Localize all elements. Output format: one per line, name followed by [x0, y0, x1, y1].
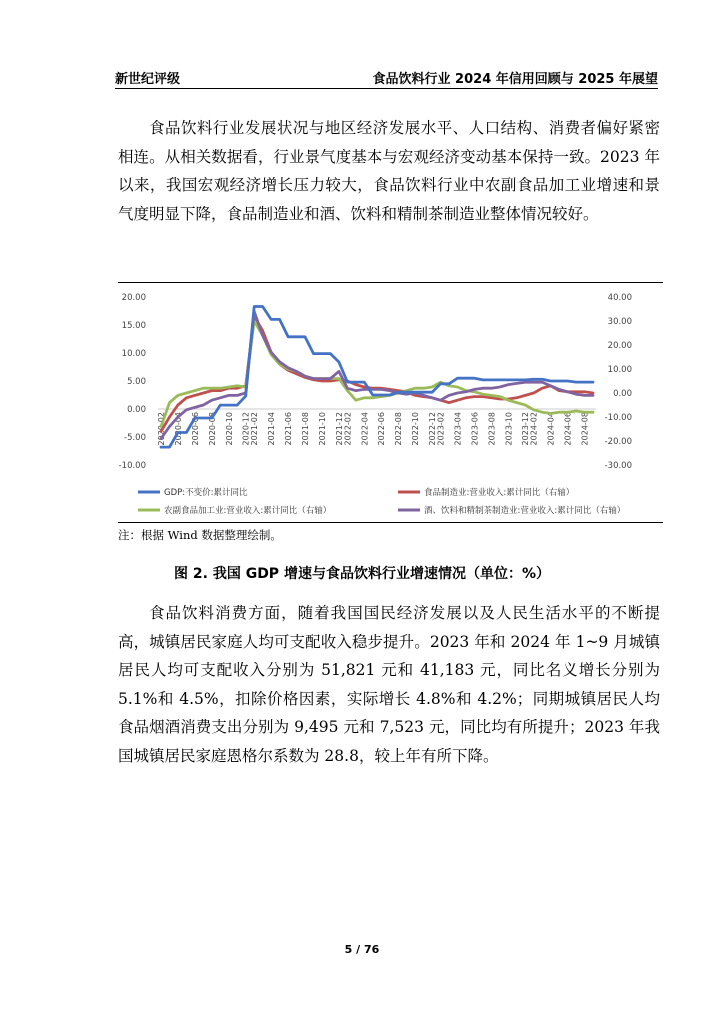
- right-axis-tick-label: 40.00: [607, 293, 632, 303]
- left-axis-tick-label: 20.00: [121, 293, 146, 303]
- header-org: 新世纪评级: [115, 72, 181, 87]
- right-axis-tick-label: -10.00: [604, 413, 632, 423]
- x-axis-tick-label: 2023-08: [487, 412, 497, 446]
- series-line-2: [161, 321, 593, 427]
- paragraph-industry-overview: 食品饮料行业发展状况与地区经济发展水平、人口结构、消费者偏好紧密相连。从相关数据看，行业景气度基本与宏观经济变动基本保持一致。2023 年以来，我国宏观经济增长压力较大，食品饮料行业中农副食品加工业增速和景气度明显下降，食品制造业和酒、饮料和精制茶制造业整体情况较好。: [118, 119, 660, 223]
- right-axis-tick-label: 10.00: [607, 365, 632, 375]
- left-axis-tick-label: 10.00: [121, 349, 146, 359]
- x-axis-tick-label: 2022-04: [360, 412, 370, 446]
- x-axis-tick-label: 2024-08: [580, 412, 590, 446]
- right-axis-tick-label: -20.00: [604, 437, 632, 447]
- x-axis-tick-label: 2023-12: [521, 412, 531, 446]
- x-axis-tick-label: 2022-12: [428, 412, 438, 446]
- x-axis-tick-label: 2023-06: [470, 412, 480, 446]
- x-axis-tick-label: 2021-08: [301, 412, 310, 446]
- figure-source-note: 注：根据 Wind 数据整理绘制。: [118, 528, 282, 542]
- x-axis-tick-label: 2024-02: [529, 412, 539, 446]
- x-axis-tick-label: 2023-02: [436, 412, 446, 446]
- right-axis-tick-label: 0.00: [613, 389, 632, 399]
- x-axis-tick-label: 2022-08: [394, 412, 404, 446]
- paragraph-consumption: 食品饮料消费方面，随着我国国民经济发展以及人民生活水平的不断提高，城镇居民家庭人均可支配收入稳步提升。2023 年和 2024 年 1~9 月城镇居民人均可支配收入分别为 51,821 元和 41,183 元，同比名义增长分别为 5.1%和 4.5%，扣除价格因素，实际增长 4.8%和 4.2%；同期城镇居民人均食品烟酒消费支出分别为 9,495 元和 7,523 元，同比均有所提升；2023 年我国城镇居民家庭恩格尔系数为 28.8，较上年有所下降。: [118, 604, 660, 765]
- x-axis-tick-label: 2021-10: [317, 412, 327, 446]
- left-axis-tick-label: 5.00: [127, 377, 146, 387]
- x-axis-tick-label: 2021-04: [267, 412, 277, 446]
- legend-label: GDP:不变价:累计同比: [164, 488, 248, 498]
- x-axis-tick-label: 2023-04: [453, 412, 463, 446]
- x-axis-tick-label: 2023-10: [504, 412, 514, 446]
- x-axis-tick-label: 2020-06: [190, 412, 200, 446]
- left-axis-tick-label: -5.00: [124, 433, 146, 443]
- left-axis-tick-label: -10.00: [118, 461, 146, 471]
- right-axis-tick-label: 20.00: [607, 341, 632, 351]
- legend-label: 酒、饮料和精制茶制造业:营业收入:累计同比（右轴）: [424, 506, 626, 516]
- figure-caption: 图 2. 我国 GDP 增速与食品饮料行业增速情况（单位：%）: [174, 566, 550, 582]
- gdp-industry-growth-chart: [118, 283, 663, 521]
- x-axis-tick-label: 2021-12: [334, 412, 344, 446]
- left-axis-tick-label: 0.00: [127, 405, 146, 415]
- x-axis-tick-label: 2022-10: [411, 412, 421, 446]
- left-axis-tick-label: 15.00: [121, 321, 146, 331]
- x-axis-tick-label: 2024-04: [546, 412, 556, 446]
- x-axis-tick-label: 2020-12: [241, 412, 251, 446]
- legend-label: 食品制造业:营业收入:累计同比（右轴）: [424, 488, 575, 498]
- x-axis-tick-label: 2024-06: [563, 412, 573, 446]
- page-number: 5 / 76: [344, 943, 380, 956]
- x-axis-tick-label: 2022-02: [343, 412, 353, 446]
- x-axis-tick-label: 2020-04: [173, 412, 183, 446]
- x-axis-tick-label: 2022-06: [377, 412, 387, 446]
- right-axis-tick-label: 30.00: [607, 317, 632, 327]
- x-axis-tick-label: 2020-10: [224, 412, 234, 446]
- x-axis-tick-label: 2020-08: [207, 412, 217, 446]
- x-axis-tick-label: 2020-02: [157, 412, 166, 446]
- header-divider: [115, 88, 658, 89]
- x-axis-tick-label: 2021-02: [250, 412, 260, 446]
- header-report-title: 食品饮料行业 2024 年信用回顾与 2025 年展望: [372, 72, 658, 87]
- x-axis-tick-label: 2021-06: [284, 412, 294, 446]
- figure-bottom-rule: [118, 522, 663, 523]
- right-axis-tick-label: -30.00: [604, 461, 632, 471]
- legend-label: 农副食品加工业:营业收入:累计同比（右轴）: [164, 506, 332, 516]
